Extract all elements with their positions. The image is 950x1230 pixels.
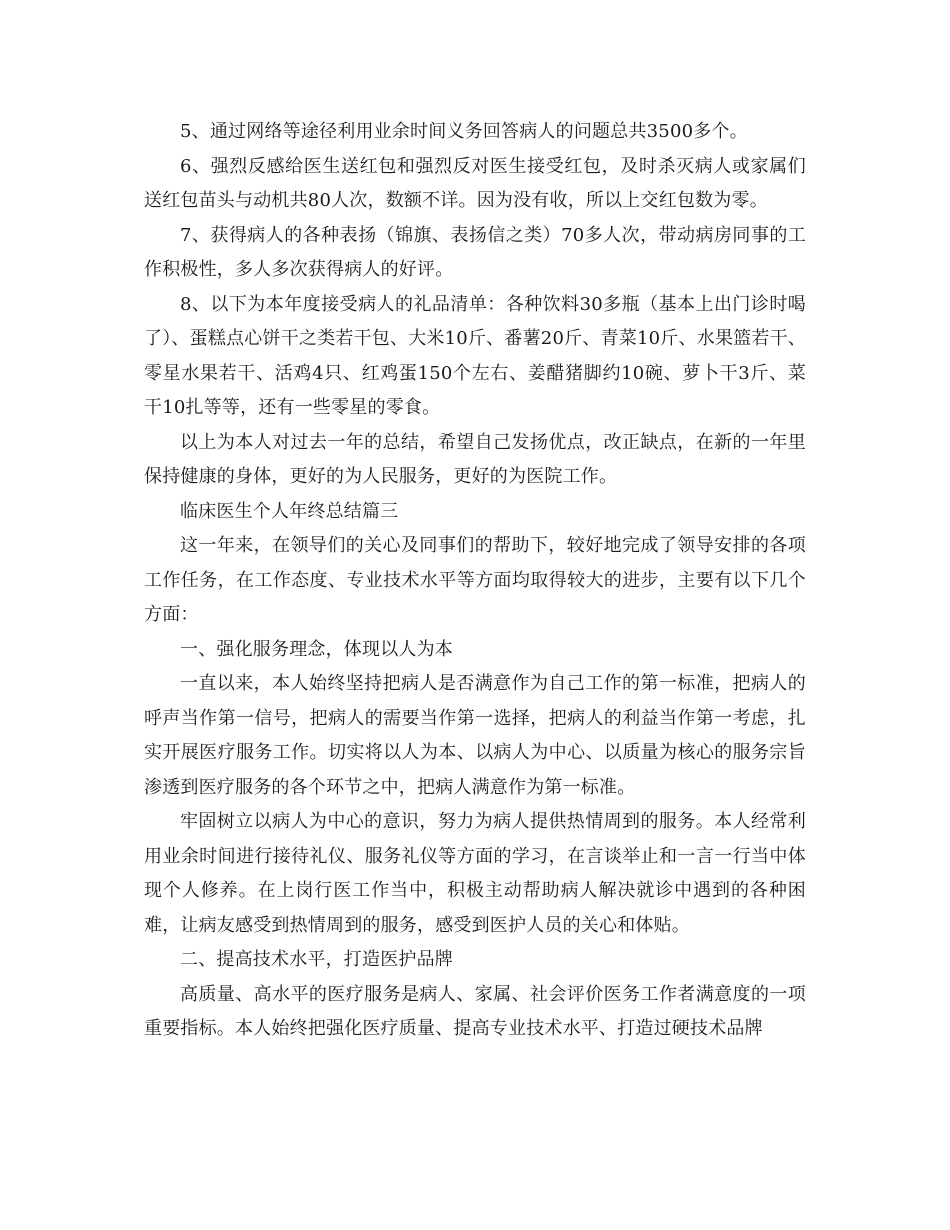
paragraph-conclusion: 以上为本人对过去一年的总结，希望自己发扬优点，改正缺点，在新的一年里保持健康的身体，更好的为人民服务，更好的为医院工作。 [144,431,806,487]
paragraph-item-6: 6、强烈反感给医生送红包和强烈反对医生接受红包，及时杀灭病人或家属们送红包苗头与动机共80人次，数额不详。因为没有收，所以上交红包数为零。 [144,155,806,211]
document-body [144,115,806,1047]
paragraph-patient-centered: 牢固树立以病人为中心的意识，努力为病人提供热情周到的服务。本人经常利用业余时间进行接待礼仪、服务礼仪等方面的学习，在言谈举止和一言一行当中体现个人修养。在上岗行医工作当中，积极主动帮助病人解决就诊中遇到的各种困难，让病友感受到热情周到的服务，感受到医护人员的关心和体贴。 [144,811,806,936]
paragraph-item-5: 5、通过网络等途径利用业余时间义务回答病人的问题总共3500多个。 [180,121,748,142]
paragraph-patient-first: 一直以来，本人始终坚持把病人是否满意作为自己工作的第一标准，把病人的呼声当作第一信号，把病人的需要当作第一选择，把病人的利益当作第一考虑，扎实开展医疗服务工作。切实将以人为本、以病人为中心、以质量为核心的服务宗旨渗透到医疗服务的各个环节之中，把病人满意作为第一标准。 [144,673,806,798]
heading-service-concept: 一、强化服务理念，体现以人为本 [180,638,453,660]
heading-technical-level: 二、提高技术水平，打造医护品牌 [180,949,453,970]
paragraph-item-7: 7、获得病人的各种表扬（锦旗、表扬信之类）70多人次，带动病房同事的工作积极性，多人多次获得病人的好评。 [144,224,806,280]
section-title-part-three: 临床医生个人年终总结篇三 [180,500,399,522]
paragraph-item-8-gift-list: 8、以下为本年度接受病人的礼品清单：各种饮料30多瓶（基本上出门诊时喝了）、蛋糕点心饼干之类若干包、大米10斤、番薯20斤、青菜10斤、水果篮若干、零星水果若干、活鸡4只、红鸡蛋150个左右、姜醋猪脚约10碗、萝卜干3斤、菜干10扎等等，还有一些零星的零食。 [144,293,806,418]
paragraph-intro: 这一年来，在领导们的关心及同事们的帮助下，较好地完成了领导安排的各项工作任务，在工作态度、专业技术水平等方面均取得较大的进步，主要有以下几个方面： [144,535,806,625]
paragraph-quality-service: 高质量、高水平的医疗服务是病人、家属、社会评价医务工作者满意度的一项重要指标。本人始终把强化医疗质量、提高专业技术水平、打造过硬技术品牌 [144,983,806,1039]
